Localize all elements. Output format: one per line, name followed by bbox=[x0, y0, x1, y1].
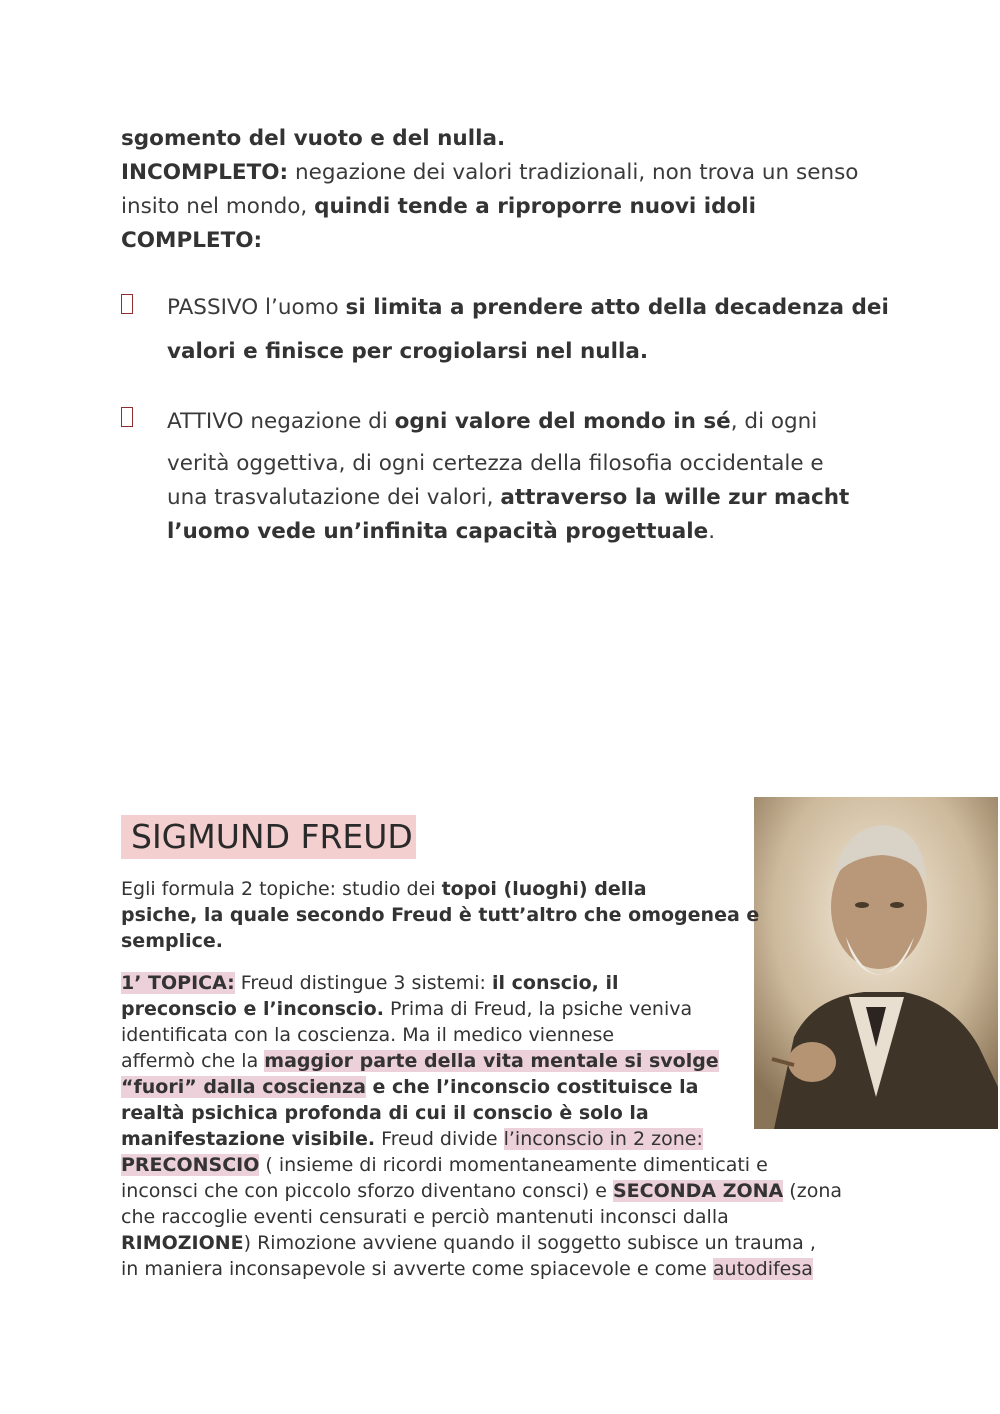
t1-j: realtà psichica profonda di cui il conscio è solo la bbox=[121, 1102, 649, 1124]
t1-u: ) Rimozione avviene quando il soggetto subisce un trauma , bbox=[243, 1232, 816, 1254]
t1-d: Prima di Freud, la psiche veniva bbox=[383, 998, 693, 1020]
t1-g: maggior parte della vita mentale si svolge bbox=[264, 1050, 719, 1072]
first-topic-paragraph bbox=[121, 970, 881, 1282]
intro-a: Egli formula 2 topiche: studio dei bbox=[121, 878, 442, 900]
t1-m: l’inconscio in 2 zone: bbox=[503, 1128, 703, 1150]
rimozione-label: RIMOZIONE bbox=[121, 1232, 244, 1254]
section-title: SIGMUND FREUD bbox=[121, 815, 416, 859]
t1-b: il conscio, il bbox=[492, 972, 619, 994]
t1-f: affermò che la bbox=[121, 1050, 265, 1072]
attivo-rest1: , di ogni bbox=[730, 409, 818, 434]
incompleto-label: INCOMPLETO: bbox=[121, 160, 289, 185]
t1-a: Freud distingue 3 sistemi: bbox=[234, 972, 492, 994]
completo-label: COMPLETO: bbox=[121, 228, 263, 253]
square-bullet-icon bbox=[121, 294, 133, 314]
preconscio-label: PRECONSCIO bbox=[121, 1154, 260, 1176]
intro-c: psiche, la quale secondo Freud è tutt’altro che omogenea e bbox=[121, 904, 760, 926]
attivo-lead: ATTIVO negazione di bbox=[167, 409, 395, 434]
t1-s: che raccoglie eventi censurati e perciò mantenuti inconsci dalla bbox=[121, 1206, 729, 1228]
autodifesa: autodifesa bbox=[712, 1258, 813, 1280]
intro-d: semplice. bbox=[121, 930, 223, 952]
attivo-line3b: attraverso la wille zur macht bbox=[500, 485, 850, 510]
t1-e: identificata con la coscienza. Ma il medico viennese bbox=[121, 1024, 615, 1046]
attivo-line2: verità oggettiva, di ogni certezza della filosofia occidentale e bbox=[167, 451, 824, 476]
incompleto-text2: insito nel mondo, bbox=[121, 194, 315, 219]
t1-l: Freud divide bbox=[375, 1128, 504, 1150]
incompleto-text: negazione dei valori tradizionali, non trova un senso bbox=[288, 160, 859, 185]
nihilism-paragraph bbox=[121, 122, 881, 258]
t1-k: manifestazione visibile. bbox=[121, 1128, 376, 1150]
t1-v: in maniera inconsapevole si avverte come spiacevole e come bbox=[121, 1258, 713, 1280]
passivo-lead: PASSIVO l’uomo bbox=[167, 295, 346, 320]
incompleto-bold: quindi tende a riproporre nuovi idoli bbox=[314, 194, 756, 219]
attivo-bold1: ogni valore del mondo in sé bbox=[394, 409, 731, 434]
seconda-zona-label: SECONDA ZONA bbox=[612, 1180, 784, 1202]
t1-r: (zona bbox=[783, 1180, 843, 1202]
attivo-line3a: una trasvalutazione dei valori, bbox=[167, 485, 501, 510]
t1-c: preconscio e l’inconscio. bbox=[121, 998, 384, 1020]
t1-p: inconsci che con piccolo sforzo diventano consci) e bbox=[121, 1180, 613, 1202]
intro-b: topoi (luoghi) della bbox=[441, 878, 647, 900]
t1-i: e che l’inconscio costituisce la bbox=[365, 1076, 699, 1098]
bullet-attivo bbox=[121, 405, 891, 549]
t1-h: “fuori” dalla coscienza bbox=[121, 1076, 366, 1098]
t1-o: ( insieme di ricordi momentaneamente dimenticati e bbox=[259, 1154, 768, 1176]
topic-label: 1’ TOPICA: bbox=[121, 972, 235, 994]
line-sgomento: sgomento del vuoto e del nulla. bbox=[121, 126, 506, 151]
attivo-line4-end: . bbox=[708, 519, 716, 544]
attivo-line4: l’uomo vede un’infinita capacità progettuale bbox=[167, 519, 709, 544]
passivo-bold2: valori e finisce per crogiolarsi nel nulla. bbox=[167, 339, 649, 364]
bullet-passivo bbox=[121, 292, 891, 374]
freud-intro bbox=[121, 876, 760, 954]
square-bullet-icon bbox=[121, 407, 133, 427]
passivo-bold1: si limita a prendere atto della decadenza dei bbox=[345, 295, 889, 320]
